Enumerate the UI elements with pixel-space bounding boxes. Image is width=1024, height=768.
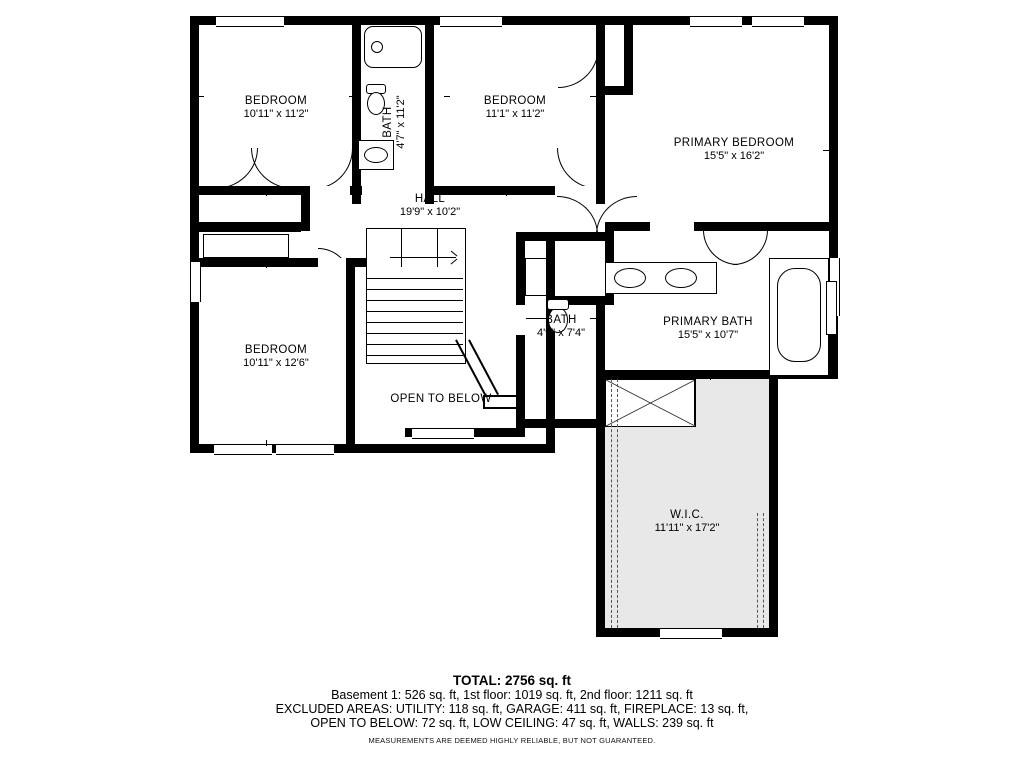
wall-tick (266, 262, 267, 268)
excluded-areas-line2: OPEN TO BELOW: 72 sq. ft, LOW CEILING: 47 sq. ft, WALLS: 239 sq. ft (310, 716, 714, 730)
vanity-lower (525, 258, 547, 296)
wic-rod-left-2 (617, 379, 618, 628)
room-dims: 10'11" x 12'6" (243, 357, 309, 370)
room-label-primary-bath (620, 315, 796, 343)
wall-closet-left-right (301, 186, 310, 231)
sink-primary-right (665, 268, 697, 288)
wall-tick (772, 466, 778, 467)
stair-step (367, 355, 463, 356)
room-name: BEDROOM (483, 95, 547, 107)
room-dims: 10'11" x 11'2" (243, 108, 309, 121)
room-name: HALL (414, 193, 446, 205)
stair-step (367, 311, 463, 312)
toilet-lower-tank (547, 299, 569, 310)
stair-step (367, 344, 463, 345)
stair-step (367, 322, 463, 323)
wall-bath-lower-bottom (516, 419, 605, 428)
room-label-bath-lower (505, 313, 617, 341)
window-primary-a (690, 16, 742, 27)
door-bedroom-nw (314, 148, 353, 189)
stair-rail-angled-2 (468, 340, 499, 395)
floor-breakdown: Basement 1: 526 sq. ft, 1st floor: 1019 sq. ft, 2nd floor: 1211 sq. ft (331, 688, 693, 702)
stair-step (367, 278, 463, 279)
window-bedroom-n (440, 16, 502, 27)
stair-step (367, 300, 463, 301)
door-bedroom-n-closet (558, 47, 599, 88)
room-label-bedroom-sw (196, 343, 356, 371)
window-bedroom-sw-b (276, 444, 334, 455)
room-name: PRIMARY BEDROOM (673, 137, 795, 149)
window-primary-bath-inner (826, 281, 837, 335)
window-bedroom-nw (216, 16, 284, 27)
room-dims: 15'5" x 16'2" (703, 150, 765, 163)
door-opening-hall-nw (310, 186, 350, 195)
wall-tick (710, 374, 711, 380)
room-name: BEDROOM (244, 95, 308, 107)
shower-divider (694, 379, 695, 425)
wall-closet-left-top (190, 222, 310, 231)
summary-footer (0, 673, 1024, 745)
room-name: W.I.C. (670, 509, 704, 521)
stair-rail-bottom-2 (485, 407, 525, 409)
door-bedroom-nw-closet-b (251, 148, 294, 189)
room-dims: 4'7" x 11'2" (395, 95, 408, 149)
room-label-bedroom-nw (196, 94, 356, 122)
stair-step (367, 333, 463, 334)
room-name: BATH (545, 314, 577, 326)
room-dims: 11'1" x 11'2" (485, 108, 545, 121)
room-dims: 11'11" x 17'2" (654, 522, 720, 535)
room-label-wic (612, 508, 762, 536)
stair-step (367, 289, 463, 290)
door-opening-hall-n (555, 186, 596, 195)
shower-primary (605, 379, 696, 427)
room-dims: 15'5" x 10'7" (677, 329, 739, 342)
bathtub-upper-drain (371, 41, 383, 53)
window-bedroom-sw-a (214, 444, 272, 455)
stair-rail-angled (455, 340, 486, 395)
door-opening-bedroom-sw (318, 258, 346, 267)
room-dims: 19'9" x 10'2" (399, 206, 461, 219)
door-opening-primary-closet (650, 222, 694, 231)
window-bedroom-sw-left (190, 262, 201, 302)
stair-step-v (437, 229, 438, 267)
window-primary-b (752, 16, 804, 27)
closet-linen-hall (203, 234, 289, 258)
room-label-bedroom-n (437, 94, 593, 122)
measurement-disclaimer: MEASUREMENTS ARE DEEMED HIGHLY RELIABLE, BUT NOT GUARANTEED. (368, 736, 656, 745)
door-primary-closet-b (733, 230, 768, 265)
wic-rod-left (611, 379, 612, 628)
window-open-below (412, 428, 474, 439)
door-hall-a (557, 196, 598, 235)
door-bedroom-n (557, 148, 598, 189)
window-wic (660, 628, 722, 639)
stair-step-v (401, 229, 402, 267)
room-name: BATH (381, 106, 394, 138)
sink-primary-left (614, 268, 646, 288)
room-name: PRIMARY BATH (663, 316, 753, 328)
room-name: OPEN TO BELOW (390, 393, 492, 405)
stair-direction-arrow (390, 257, 456, 258)
wall-exterior-left (190, 16, 199, 453)
room-dims: 4'9" x 7'4" (536, 327, 586, 340)
room-label-hall (350, 192, 510, 220)
wall-tick (266, 440, 267, 446)
stairs-run-lower (366, 267, 466, 364)
room-label-bath-upper (381, 67, 409, 177)
room-label-primary-bedroom (634, 136, 834, 164)
wall-closet-stub-right (624, 16, 633, 95)
wic-rod-right-2 (763, 513, 764, 628)
wall-bath-upper-right (425, 16, 434, 204)
wall-wic-right (769, 370, 778, 636)
excluded-areas-line1: EXCLUDED AREAS: UTILITY: 118 sq. ft, GARAGE: 411 sq. ft, FIREPLACE: 13 sq. ft, (275, 702, 749, 716)
wall-tick (266, 190, 267, 196)
closet-shelf-hall (199, 231, 301, 232)
total-area: TOTAL: 2756 sq. ft (452, 673, 572, 688)
room-name: BEDROOM (244, 344, 308, 356)
room-label-open-to-below (366, 392, 516, 406)
